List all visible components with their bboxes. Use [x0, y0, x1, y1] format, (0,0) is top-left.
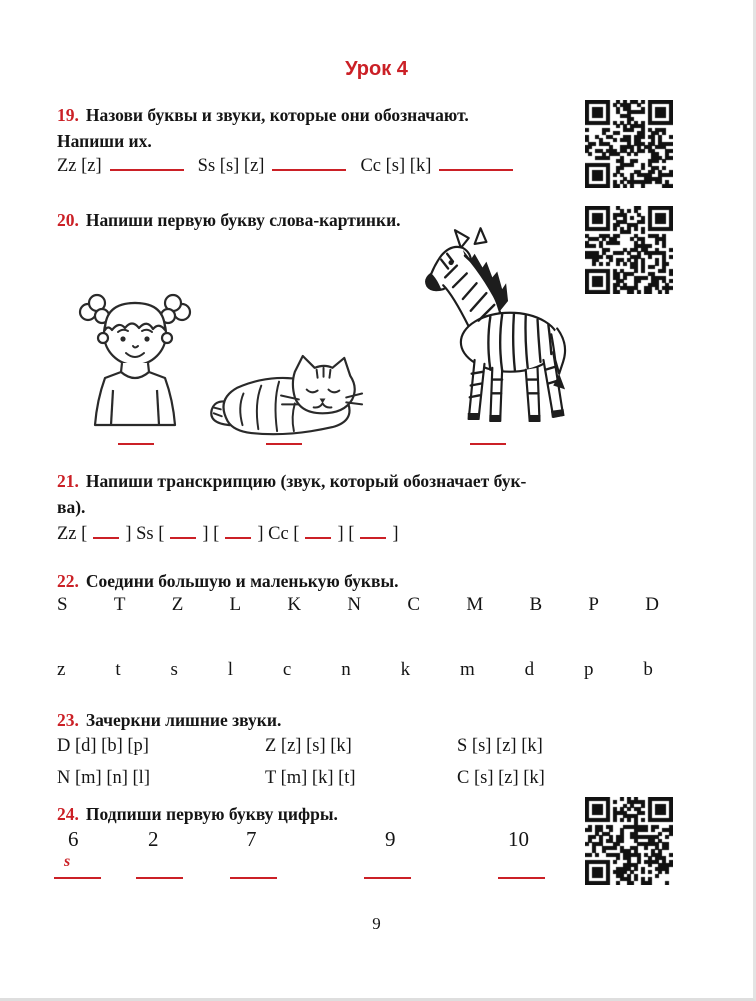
lowercase-letter: s [170, 659, 178, 680]
answer-blank [170, 523, 196, 539]
capital-letters-row [57, 594, 659, 616]
lowercase-letter: k [400, 659, 411, 680]
exercise-19-number: 19. [57, 105, 79, 125]
sound-group: C [s] [z] [k] [457, 768, 545, 788]
lowercase-letter: t [115, 659, 121, 680]
sound-group: S [s] [z] [k] [457, 736, 543, 756]
numbers-row [0, 827, 756, 857]
qr-code [585, 206, 673, 294]
exercise-24-number: 24. [57, 804, 79, 824]
lowercase-letter: m [459, 659, 475, 680]
bracket-text: ] [ [202, 524, 220, 544]
exercise-24-text: Подпиши первую букву цифры. [85, 804, 338, 824]
answer-blank [470, 443, 506, 445]
exercise-23-header [57, 707, 677, 733]
number: 9 [385, 827, 396, 851]
letter-group: Zz [z] [57, 156, 102, 176]
answer-blank [230, 877, 277, 879]
exercise-19-text-line2: Напиши их. [57, 131, 152, 151]
letter-group: Cc [s] [k] [360, 156, 432, 176]
exercise-19-text-line1: Назови буквы и звуки, которые они обозначают. [85, 105, 469, 125]
exercise-20-text: Напиши первую букву слова-картинки. [85, 210, 401, 230]
answer-blank [266, 443, 302, 445]
capital-letter: D [645, 594, 659, 615]
answer-blank [54, 877, 101, 879]
answer-blank [360, 523, 386, 539]
bracket-text: ] Ss [ [125, 524, 165, 544]
exercise-21-answer-line [57, 521, 717, 547]
lowercase-letter: l [227, 659, 234, 680]
lowercase-letter: c [282, 659, 292, 680]
exercise-23-number: 23. [57, 710, 79, 730]
capital-letter: C [407, 594, 421, 615]
answer-blank [110, 153, 184, 171]
lowercase-letter: b [643, 659, 653, 680]
answer-blank [305, 523, 331, 539]
answer-blank [364, 877, 411, 879]
number: 7 [246, 827, 257, 851]
answer-blank [225, 523, 251, 539]
sound-group: D [d] [b] [p] [57, 736, 149, 756]
exercise-23-grid [57, 733, 657, 792]
example-answer: s [64, 853, 71, 870]
bracket-text: ] Cc [ [257, 524, 300, 544]
capital-letter: N [347, 594, 362, 615]
lowercase-letter: d [524, 659, 535, 680]
girl-image [75, 278, 195, 428]
exercise-19-header [57, 102, 581, 154]
lowercase-letter: p [584, 659, 594, 680]
bracket-text: Zz [ [57, 524, 88, 544]
capital-letter: P [588, 594, 599, 615]
number: 10 [508, 827, 529, 851]
bracket-text: ] [ [337, 524, 355, 544]
exercise-24-header [57, 801, 581, 827]
exercise-21-header [57, 468, 712, 520]
answer-blank [118, 443, 154, 445]
capital-letter: M [466, 594, 484, 615]
answer-blank [439, 153, 513, 171]
exercise-21-number: 21. [57, 471, 79, 491]
exercise-22-text: Соедини большую и маленькую буквы. [85, 571, 399, 591]
capital-letter: T [113, 594, 126, 615]
cat-image [200, 348, 368, 442]
exercise-23-text: Зачеркни лишние звуки. [85, 710, 282, 730]
bracket-text: ] [392, 524, 399, 544]
answer-blank [93, 523, 119, 539]
page-title: Урок 4 [345, 58, 408, 80]
sound-group: T [m] [k] [t] [265, 768, 356, 788]
exercise-19-answer-line [57, 153, 717, 179]
exercise-21-text-line1: Напиши транскрипцию (звук, который обозначает бук- [85, 471, 527, 491]
exercise-22-header [57, 568, 677, 594]
capital-letter: S [57, 594, 68, 615]
number: 2 [148, 827, 159, 851]
number: 6 [68, 827, 79, 851]
capital-letter: Z [171, 594, 184, 615]
lowercase-letters-row [57, 659, 653, 681]
capital-letter: L [229, 594, 242, 615]
exercise-21-text-line2: ва). [57, 497, 86, 517]
zebra-image [396, 226, 568, 428]
exercise-20-number: 20. [57, 210, 79, 230]
lowercase-letter: z [57, 659, 66, 680]
capital-letter: K [287, 594, 302, 615]
capital-letter: B [529, 594, 543, 615]
lowercase-letter: n [341, 659, 351, 680]
exercise-22-number: 22. [57, 571, 79, 591]
sound-group: N [m] [n] [l] [57, 768, 150, 788]
letter-group: Ss [s] [z] [197, 156, 265, 176]
page-number: 9 [372, 914, 381, 933]
answer-blank [272, 153, 346, 171]
answer-blank [136, 877, 183, 879]
answer-blank [498, 877, 545, 879]
sound-group: Z [z] [s] [k] [265, 736, 352, 756]
